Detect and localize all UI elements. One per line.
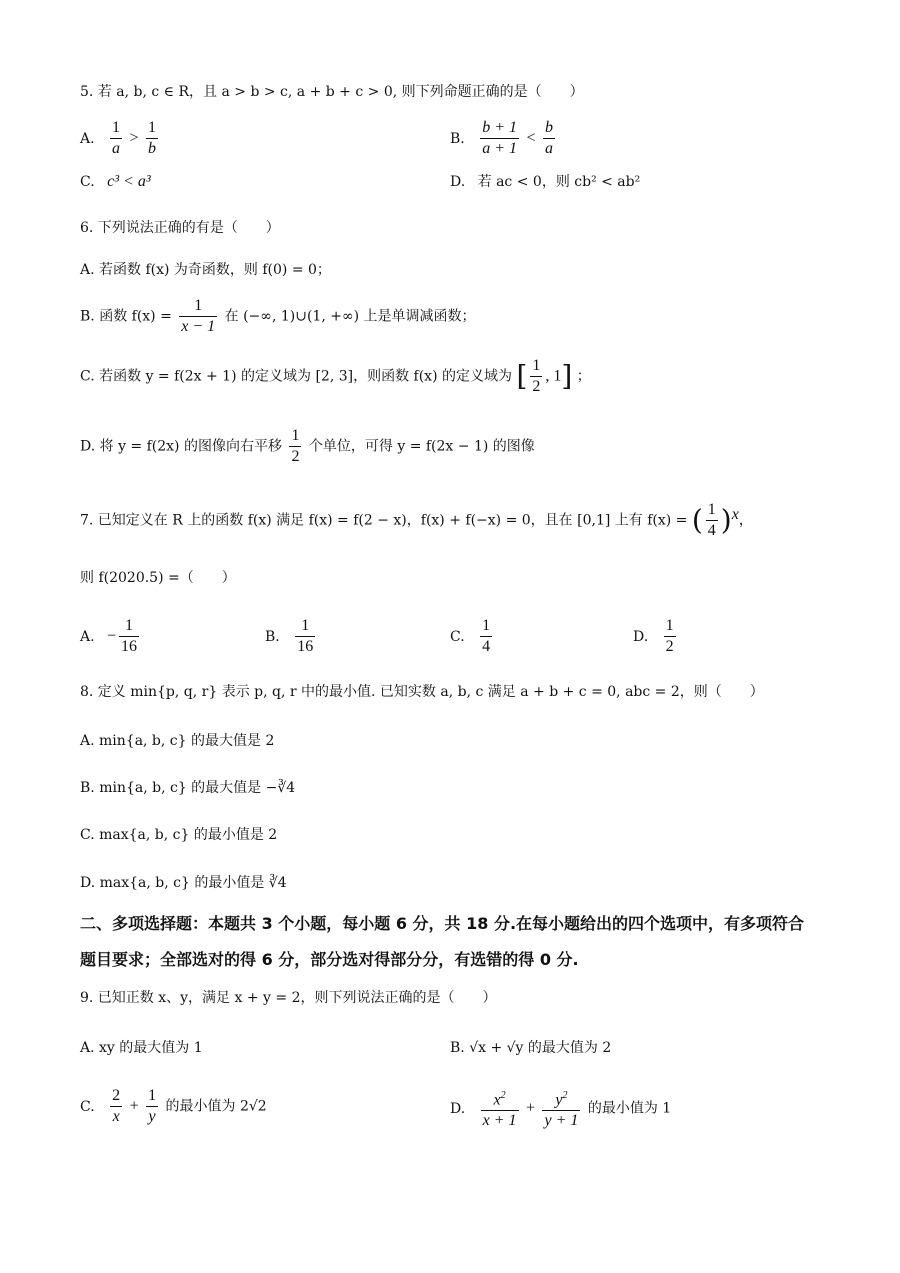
right-bracket: ] [561,359,573,393]
q6-stem: 6. 下列说法正确的有是（ ） [80,220,280,236]
q7-option-c [450,616,495,657]
q8-option-b: B. min{a, b, c} 的最大值是 −∛4 [80,780,296,796]
q5-option-a: A. $\frac{1}{a}$ > $\frac{1}{b}$ [80,119,156,157]
fraction-1-over-2: $\frac{1}{2}$ [532,357,541,395]
q7-stem: 7. 已知定义在 R 上的函数 f(x) 满足 f(x) = f(2 − x)，f(x) + f(−x) = 0，且在 [0,1] 上有 f(x) = ( $\frac{1}{4}$ )$^x$， [80,501,753,539]
q7-option-c-label: C. [450,628,465,645]
q9-option-d-label: D. [450,1100,466,1117]
q6-option-d-pre: D. 将 y = f(2x) 的图像向右平移 [80,438,282,455]
q5-option-b: B. $\frac{b + 1}{a + 1}$ < $\frac{b}{a}$ [450,119,553,157]
fraction-1-over-16: $\frac{1}{16}$ [297,617,314,655]
q6-option-a: A. 若函数 f(x) 为奇函数，则 f(0) = 0； [80,262,331,278]
q7-option-a-label: A. [80,628,95,645]
q7-option-d [633,616,679,657]
q6-option-c-post: ； [576,368,591,385]
q7-stem-text: 7. 已知定义在 R 上的函数 f(x) 满足 f(x) = f(2 − x)，f(x) + f(−x) = 0，且在 [0,1] 上有 f(x) = [80,512,688,529]
q6-option-c: C. 若函数 y = f(2x + 1) 的定义域为 [2, 3]，则函数 f(x) 的定义域为 [ $\frac{1}{2}$ , 1] ； [80,357,591,395]
q5-option-b-label: B. [450,130,465,147]
q9-option-c-label: C. [80,1098,95,1115]
q5-option-a-label: A. [80,130,95,147]
fraction-1-over-a: $\frac{1}{a}$ [112,119,121,157]
q6-option-c-pre: C. 若函数 y = f(2x + 1) 的定义域为 [2, 3]，则函数 f(x) 的定义域为 [80,368,512,385]
q6-option-b-pre: B. 函数 f(x) = [80,308,172,325]
q7-option-a: A. − $\frac{1}{16}$ [80,617,138,655]
q6-option-d-post: 个单位，可得 y = f(2x − 1) 的图像 [308,438,535,455]
fraction-y2-over-y1: $\frac{y^2}{y + 1}$ [542,1086,580,1131]
q8-stem: 8. 定义 min{p, q, r} 表示 p, q, r 中的最小值. 已知实数 a, b, c 满足 a + b + c = 0, abc = 2，则（ ） [80,684,764,700]
left-paren: ( [691,503,703,537]
q7-stem-2: 则 f(2020.5) =（ ） [80,570,236,586]
q9-option-c-post: 的最小值为 2√2 [165,1098,267,1115]
q5-option-c [80,172,151,192]
q8-option-a: A. min{a, b, c} 的最大值是 2 [80,733,275,749]
q9-option-c: C. $\frac{2}{x}$ + $\frac{1}{y}$ 的最小值为 2√2 [80,1087,267,1125]
q9-stem: 9. 已知正数 x、y，满足 x + y = 2，则下列说法正确的是（ ） [80,990,497,1006]
q8-option-c: C. max{a, b, c} 的最小值是 2 [80,827,278,843]
q7-option-b [265,616,318,657]
fraction-1-over-b: $\frac{1}{b}$ [147,119,156,157]
q5-option-d [450,172,640,192]
q5-option-d-text: 若 ac < 0，则 cb² < ab² [477,174,641,190]
q7-option-d-label: D. [633,628,649,645]
q9-option-d: D. $\frac{x^2}{x + 1}$ + $\frac{y^2}{y + 1}$ 的最小值为 1 [450,1086,671,1131]
fraction-1-over-4: $\frac{1}{4}$ [707,501,716,539]
fraction-1-over-2: $\frac{1}{2}$ [665,617,674,655]
q5-option-c-text: c³ < a³ [107,173,151,190]
q5-option-c-label: C. [80,174,95,190]
q7-option-b-label: B. [265,628,280,645]
q6-option-b-post: 在 (−∞, 1)∪(1, +∞) 上是单调减函数； [224,308,476,325]
fraction-b-over-a: $\frac{b}{a}$ [544,119,553,157]
fraction-b1-over-a1: $\frac{b + 1}{a + 1}$ [482,119,517,157]
right-paren: ) [720,503,732,537]
q9-option-b: B. √x + √y 的最大值为 2 [450,1040,612,1056]
q5-stem: 5. 若 a, b, c ∈ R，且 a > b > c, a + b + c > 0, 则下列命题正确的是（ ） [80,84,584,100]
q9-option-d-post: 的最小值为 1 [587,1100,672,1117]
fraction-1-over-x-1: $\frac{1}{x - 1}$ [181,297,216,335]
q9-option-a: A. xy 的最大值为 1 [80,1040,203,1056]
fraction-1-over-16: $\frac{1}{16}$ [121,617,138,655]
fraction-2-over-x: $\frac{2}{x}$ [112,1087,121,1125]
left-bracket: [ [516,359,528,393]
q6-option-b [80,296,476,337]
q6-option-d [80,426,535,467]
q5-option-d-label: D. [450,174,466,190]
q8-option-d: D. max{a, b, c} 的最小值是 ∛4 [80,875,287,891]
fraction-x2-over-x1: $\frac{x^2}{x + 1}$ [481,1086,519,1131]
fraction-1-over-2: $\frac{1}{2}$ [291,427,300,465]
fraction-1-over-y: $\frac{1}{y}$ [148,1087,157,1125]
fraction-1-over-4: $\frac{1}{4}$ [482,617,491,655]
section-heading-multiple-choice: 二、多项选择题：本题共 3 个小题，每小题 6 分，共 18 分.在每小题给出的四个选项中，有多项符合题目要求；全部选对的得 6 分，部分选对得部分分，有选错的得 0 分. [80,914,805,969]
